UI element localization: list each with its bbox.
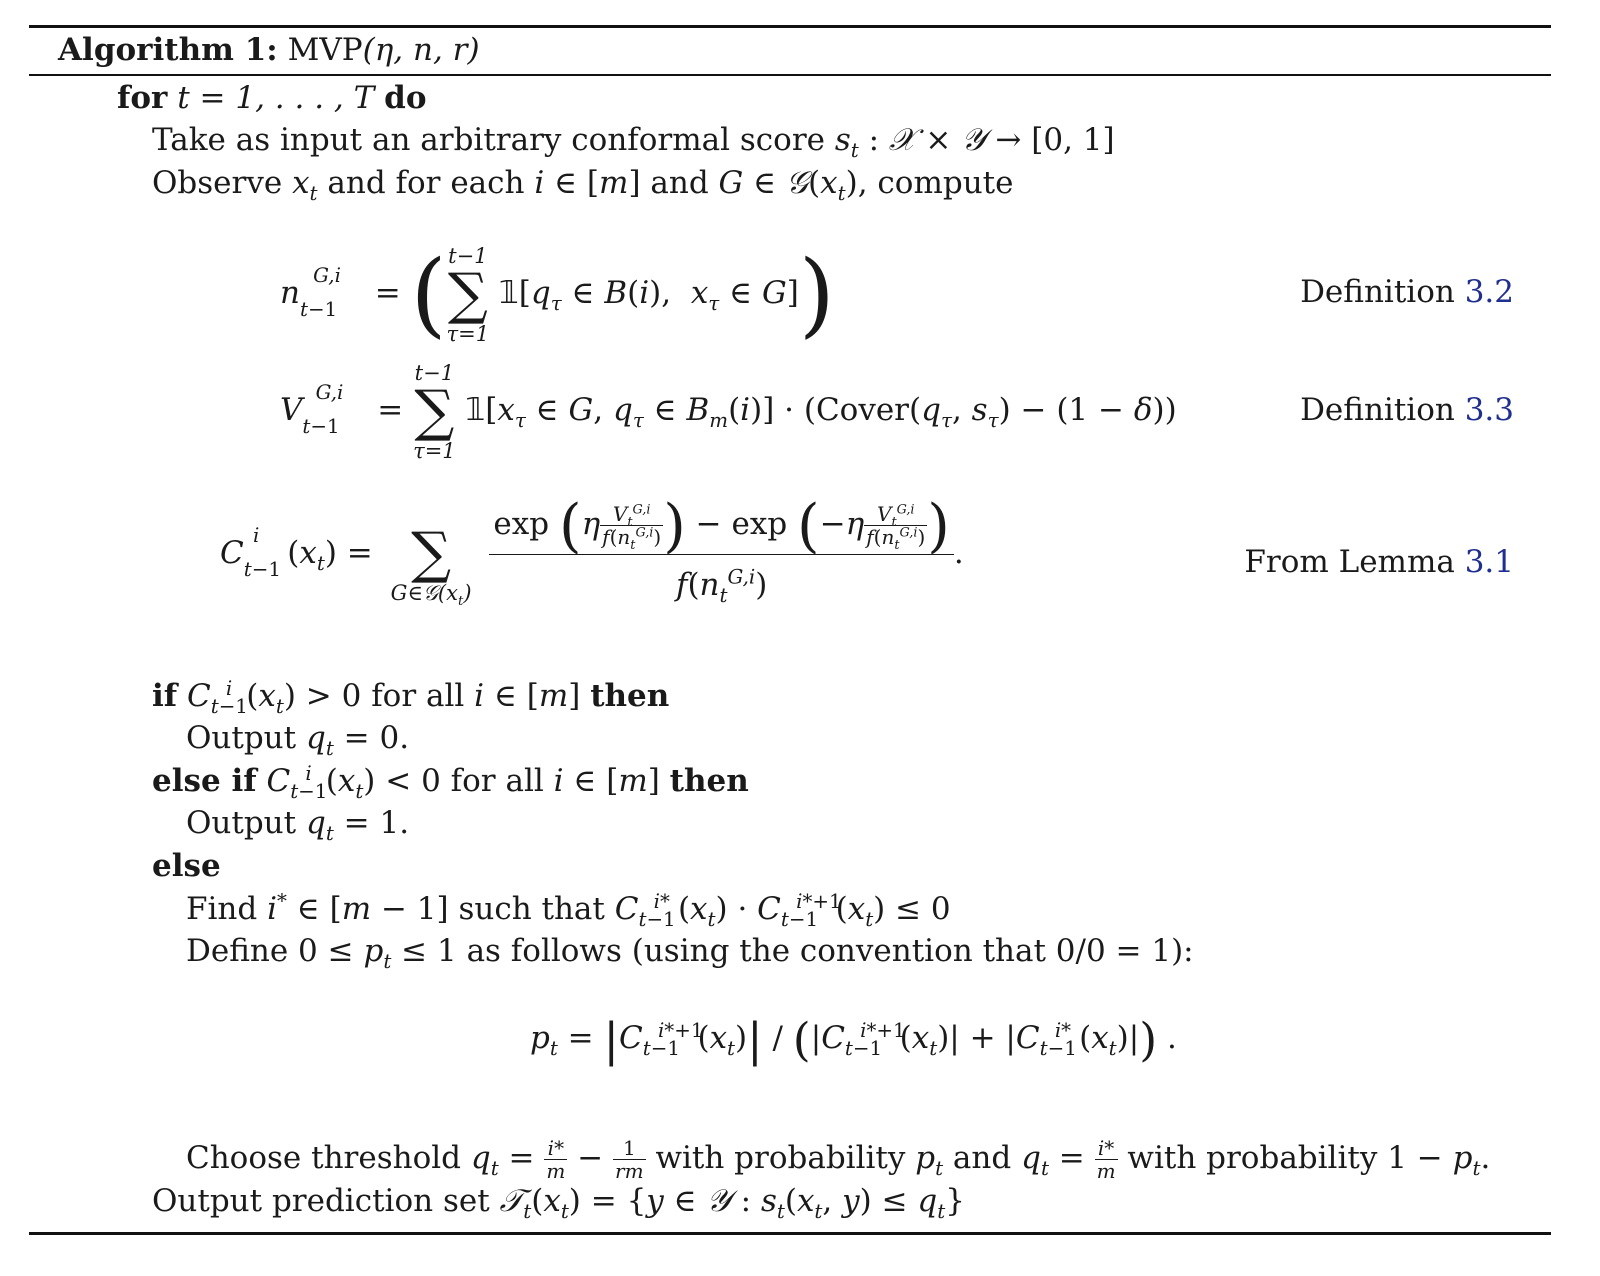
observe-line: Observe $x_t$ and for each i ∈ [m] and G ∈ $𝒢(x_t)$, compute [152,165,1014,206]
equation-2-ref[interactable]: 3.3 [1464,392,1514,428]
choose-line: Choose threshold $q_t$ = $\frac{i*}{m}$ − $\frac{1}{rm}$ with probability $p_t$ and $q_t$ = $\frac{i*}{m}$ with probability $1 - p_t$. [186,1136,1491,1183]
such-that-text: such that [458,891,605,927]
find-text: Find [186,891,258,927]
equation-pt: $p_t = |C_{t-1}^{i*+1}(x_t)| / (|C_{t-1}^{i*+1}(x_t)| + |C_{t-1}^{i*}$ $(x_t)|$) . [530,1012,1177,1067]
define-text: Define [186,933,289,969]
elseif-line: else if $C_{t-1}^i$ $(x_t) < 0$ for all i ∈ [m] then [152,761,749,804]
equation-1-label-text: Definition [1300,274,1455,310]
equation-3-label [1244,542,1514,582]
observe-text-1: Observe [152,165,283,201]
then-keyword-2: then [669,763,749,799]
output-one-value: = 1. [343,805,410,841]
equation-2-label [1300,390,1514,430]
with-prob-text-2: with probability [1127,1140,1378,1176]
else-line [152,846,221,886]
for-line [117,78,427,118]
define-tail: as follows (using the convention that 0/0 = 1): [466,933,1194,969]
then-keyword-1: then [590,678,670,714]
choose-text: Choose threshold [186,1140,462,1176]
observe-text-3: and [650,165,709,201]
with-prob-text-1: with probability [655,1140,906,1176]
equation-2-label-text: Definition [1300,392,1455,428]
top-rule [29,25,1551,28]
output-text-1: Output [186,720,297,756]
equation-v-sum: $V_{t-1}^{G,i}$ = t−1 ∑ τ=1 $𝟙[x_\tau$ ∈ G, $q_\tau$ ∈ $B_m(i)$] · ($Cover(q_\tau$, $s_\tau) - (1 - \delta)$) [280,360,1177,463]
algorithm-header [58,30,480,70]
input-line: Take as input an arbitrary conformal score $s_t$ : 𝒳 × 𝒴 → [0, 1] [152,122,1115,163]
for-all-text-1: for all [371,678,465,714]
if-keyword: if [152,678,178,714]
and-text: and [952,1140,1012,1176]
if-line: if $C_{t-1}^i$ $(x_t) > 0$ for all i ∈ [m] then [152,676,670,719]
equation-3-ref[interactable]: 3.1 [1464,544,1514,580]
observe-text-4: , compute [857,165,1014,201]
output-text-2: Output [186,805,297,841]
equation-1-ref[interactable]: 3.2 [1464,274,1514,310]
output-zero-value: = 0. [343,720,410,756]
equation-n-count: $n_{t-1}^{G,i}$ = ( t−1 ∑ τ=1 $𝟙[q_\tau$ ∈ B(i), $x_\tau$ ∈ G]) [280,240,835,348]
header-rule [29,74,1551,76]
elseif-keyword: else if [152,763,257,799]
observe-text-2: and for each [327,165,525,201]
output-zero-line: Output $q_t = 0$. [186,720,410,761]
algorithm-args: (η, n, r) [362,32,480,68]
output-one-line: Output $q_t = 1$. [186,805,410,846]
equation-1-label [1300,272,1514,312]
output-set-line: Output prediction set $𝒯_t(x_t) = \{y$ ∈ 𝒴 : $s_t(x_t$, $y) \le q_t$} [152,1183,965,1224]
for-keyword: for [117,80,168,116]
algorithm-name: MVP [287,32,363,68]
equation-c-sum: $C_{t-1}^i$ $(x_t)$ = ∑ $G\in 𝒢(x_t)$ exp (η $\frac{V_t^{G,i}}{f(n_t^{G,i})}$ ) − exp (−η $\frac{V_t^{G,i}}{f(n_t^{G,i})}$ ) $f(n_t^{G,i})$ . [220,491,964,609]
for-all-text-2: for all [450,763,544,799]
algorithm-label: Algorithm 1: [58,32,278,68]
define-line: Define $0 \le p_t \le 1$ as follows (using the convention that 0/0 = 1): [186,933,1194,974]
input-text: Take as input an arbitrary conformal score [152,122,825,158]
bottom-rule [29,1232,1551,1235]
output-set-text: Output prediction set [152,1183,490,1219]
else-keyword: else [152,848,221,884]
equation-3-label-text: From Lemma [1244,544,1455,580]
for-range: t = 1, . . . , T [177,80,375,116]
do-keyword: do [384,80,427,116]
find-line: Find i* ∈ [m − 1] such that $C_{t-1}^{i*}$ $(x_t) \cdot C_{t-1}^{i*+1}(x_t) \le 0$ [186,889,951,932]
